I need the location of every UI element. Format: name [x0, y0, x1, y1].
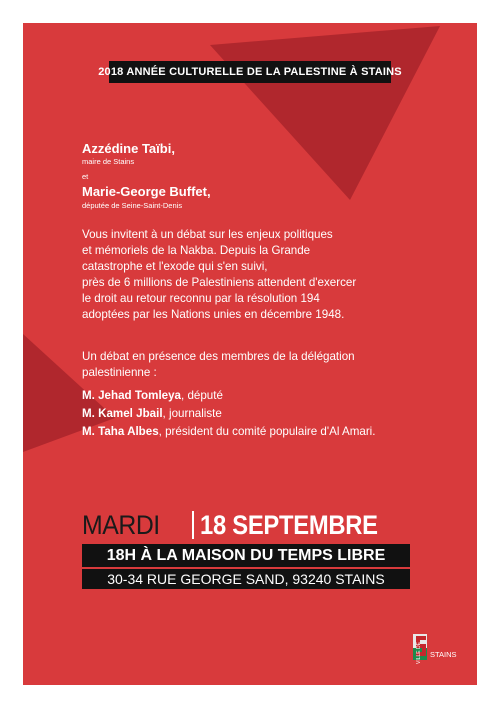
delegation-intro: [82, 349, 355, 381]
delegation-line: Un débat en présence des membres de la délégation: [82, 350, 355, 363]
member-role: , président du comité populaire d'Al Amari.: [158, 425, 376, 438]
member-name: M. Taha Albes: [82, 425, 159, 438]
invitation-line: le droit au retour reconnu par la résolution 194: [82, 292, 320, 305]
member-role: , journaliste: [162, 407, 222, 420]
delegation-member: [82, 389, 223, 402]
host-role-1: maire de Stains: [82, 157, 135, 166]
invitation-line: près de 6 millions de Palestiniens attendent d'exercer: [82, 276, 357, 289]
host-name-1: Azzédine Taïbi,: [82, 141, 175, 156]
host-role-2: députée de Seine-Saint-Denis: [82, 201, 183, 210]
host-name-2: Marie-George Buffet,: [82, 184, 211, 199]
event-date: 18 SEPTEMBRE: [200, 509, 378, 540]
conjunction: et: [82, 172, 89, 181]
invitation-line: Vous invitent à un débat sur les enjeux politiques: [82, 228, 333, 241]
member-name: M. Jehad Tomleya: [82, 389, 182, 402]
invitation-line: et mémoriels de la Nakba. Depuis la Grande: [82, 244, 311, 257]
date-divider: [192, 511, 194, 539]
invitation-paragraph: [82, 227, 356, 323]
member-name: M. Kamel Jbail: [82, 407, 163, 420]
logo-prefix: VILLE DE: [416, 642, 422, 664]
event-address: 30-34 RUE GEORGE SAND, 93240 STAINS: [82, 569, 410, 589]
delegation-line: palestinienne :: [82, 366, 157, 379]
event-day: MARDI: [82, 509, 160, 540]
delegation-member: [82, 425, 375, 438]
header-banner: 2018 ANNÉE CULTURELLE DE LA PALESTINE À STAINS: [109, 61, 391, 83]
event-date-row: [82, 509, 402, 541]
event-time-place: 18H À LA MAISON DU TEMPS LIBRE: [82, 544, 410, 567]
invitation-line: catastrophe et l'exode qui s'en suivi,: [82, 260, 268, 273]
member-role: , député: [181, 389, 223, 402]
invitation-line: adoptées par les Nations unies en décembre 1948.: [82, 308, 345, 321]
logo-name: STAINS: [430, 650, 457, 659]
delegation-member: [82, 407, 222, 420]
